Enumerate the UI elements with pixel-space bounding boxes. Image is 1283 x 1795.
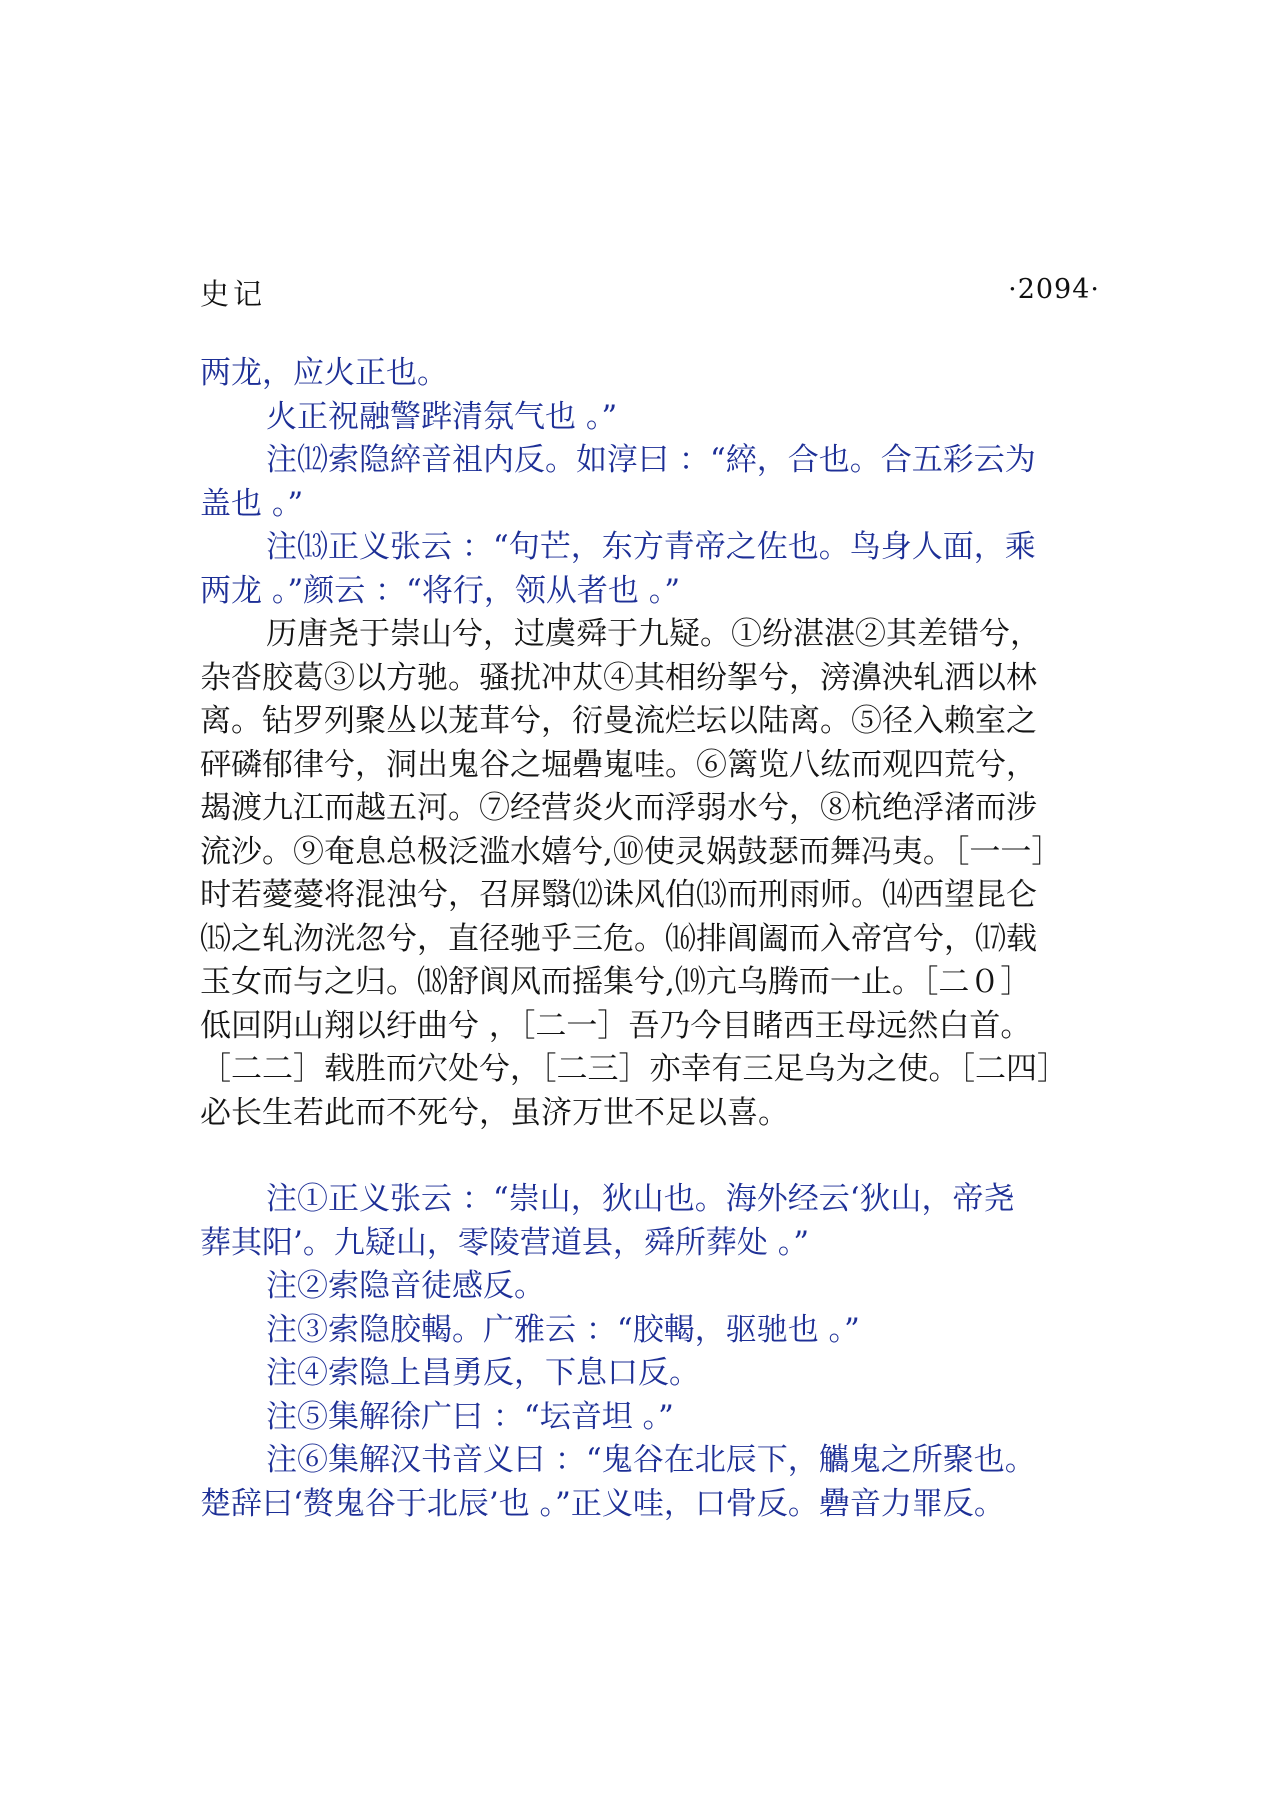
main-text-line: 杂沓胶葛③以方驰。骚扰冲苁④其相纷挐兮，滂濞泱轧洒以林 xyxy=(200,659,1037,696)
annotation-line: 注⑤集解徐广曰 ：“坛音坦 。” xyxy=(266,1398,674,1435)
annotation-line: 注②索隐音徒感反。 xyxy=(266,1268,545,1304)
annotation-line: 火正祝融警跸清氛气也 。” xyxy=(266,398,618,435)
main-text-line: 砰磷郁律兮，洞出鬼谷之堀礨嵬哇。⑥篱览八纮而观四荒兮， xyxy=(200,746,1037,783)
annotation-line: 两龙，应火正也。 xyxy=(200,355,448,391)
book-title: 史记 xyxy=(200,277,267,311)
main-text-line: ⒂之轧沕洸忽兮，直径驰乎三危。⒃排阊阖而入帝宫兮，⒄载 xyxy=(200,920,1037,957)
main-text-line: 流沙。⑨奄息总极泛滥水嬉兮,⑩使灵娲鼓瑟而舞冯夷。［一一］ xyxy=(200,833,1063,870)
annotation-line: 注③索隐胶輵。广雅云 ：“胶輵，驱驰也 。” xyxy=(266,1311,860,1348)
main-text-line: 朅渡九江而越五河。⑦经营炎火而浮弱水兮，⑧杭绝浮渚而涉 xyxy=(200,790,1037,826)
main-text-line: 玉女而与之归。⒅舒阆风而摇集兮,⒆亢乌腾而一止。［二０］ xyxy=(200,964,1032,1000)
annotation-line: 注④索隐上昌勇反，下息口反。 xyxy=(266,1355,700,1391)
page-content xyxy=(200,352,1100,1526)
annotation-line: 葬其阳’。九疑山，零陵营道县，舜所葬处 。” xyxy=(200,1224,810,1261)
annotation-line: 楚辞曰‘赘鬼谷于北辰’也 。”正义哇，口骨反。礨音力罪反。 xyxy=(200,1485,1005,1522)
main-text-line: 低回阴山翔以纡曲兮 ，［二一］吾乃今目睹西王母远然白首。 xyxy=(200,1007,1032,1044)
section-gap xyxy=(200,1135,1100,1178)
page-number: ·2094· xyxy=(1008,274,1100,305)
main-text-line: ［二二］载胜而穴处兮，［二三］亦幸有三足乌为之使。［二四］ xyxy=(200,1051,1068,1087)
main-text-line: 必长生若此而不死兮，虽济万世不足以喜。 xyxy=(200,1094,789,1131)
annotation-line: 注⑿索隐綷音祖内反。如淳曰 ：“綷，合也。合五彩云为 xyxy=(266,442,1036,478)
annotation-line: 盖也 。” xyxy=(200,485,304,522)
annotation-line: 注①正义张云 ：“崇山，狄山也。海外经云‘狄山，帝尧 xyxy=(266,1181,1015,1217)
main-text-line: 历唐尧于崇山兮，过虞舜于九疑。①纷湛湛②其差错兮， xyxy=(266,616,1041,652)
main-text-line: 离。钻罗列聚丛以茏茸兮，衍曼流烂坛以陆离。⑤径入赖室之 xyxy=(200,703,1037,739)
annotation-line: 注⒀正义张云 ：“句芒，东方青帝之佐也。鸟身人面，乘 xyxy=(266,529,1036,565)
main-text-line: 时若薆薆将混浊兮，召屏翳⑿诛风伯⒀而刑雨师。⒁西望昆仑 xyxy=(200,877,1037,913)
annotation-line: 注⑥集解汉书音义曰 ：“鬼谷在北辰下，觿鬼之所聚也。 xyxy=(266,1442,1036,1478)
annotation-line: 两龙 。”颜云 ：“将行，领从者也 。” xyxy=(200,572,681,609)
page-header xyxy=(200,272,1100,312)
